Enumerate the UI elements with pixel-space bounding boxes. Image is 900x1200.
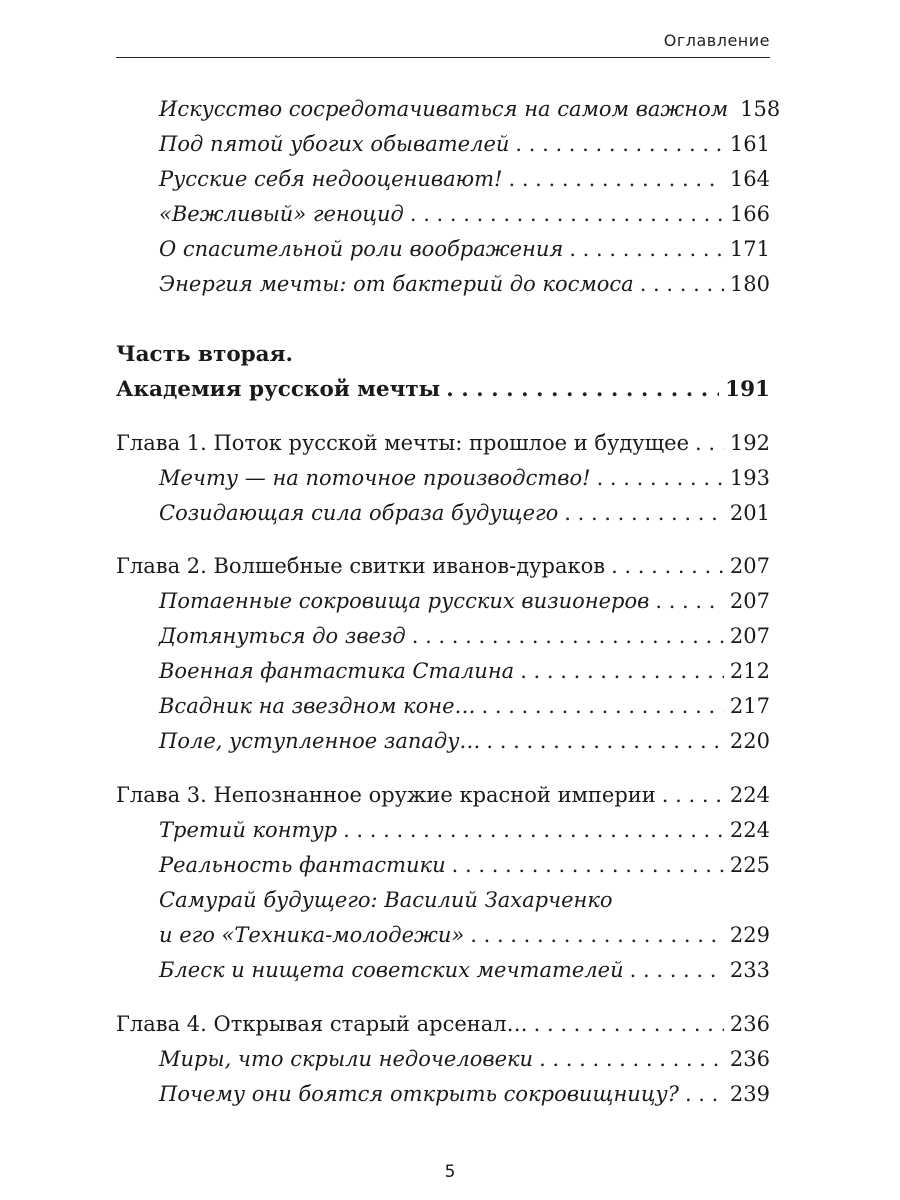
toc-entry-page: 224 bbox=[729, 818, 770, 842]
part-heading bbox=[116, 340, 770, 370]
dot-leader bbox=[564, 498, 724, 528]
toc-entry bbox=[159, 1044, 770, 1074]
dot-leader bbox=[685, 1079, 724, 1109]
toc-entry-page: 171 bbox=[729, 237, 770, 261]
toc-entry-page: 201 bbox=[729, 501, 770, 525]
dot-leader bbox=[611, 551, 724, 581]
table-of-contents bbox=[116, 0, 781, 1200]
toc-entry-title: Мечту — на поточное производство! bbox=[159, 466, 591, 490]
dot-leader bbox=[470, 920, 724, 950]
toc-entry bbox=[159, 164, 770, 194]
toc-entry bbox=[159, 498, 770, 528]
toc-entry-page: 220 bbox=[729, 729, 770, 753]
toc-entry-title: Блеск и нищета советских мечтателей bbox=[159, 958, 624, 982]
toc-entry bbox=[159, 726, 770, 756]
toc-entry-title: Третий контур bbox=[159, 818, 338, 842]
chapter-entry bbox=[116, 1009, 770, 1039]
chapter-title: Глава 4. Открывая старый арсенал… bbox=[116, 1012, 528, 1036]
toc-entry bbox=[159, 920, 770, 950]
toc-entry bbox=[159, 94, 781, 124]
chapter-entry bbox=[116, 428, 770, 458]
toc-entry-page: 236 bbox=[729, 1047, 770, 1071]
toc-entry-page: 207 bbox=[729, 624, 770, 648]
chapter-page: 192 bbox=[729, 431, 770, 455]
part-title-entry bbox=[116, 375, 770, 405]
toc-entry-page: 193 bbox=[729, 466, 770, 490]
toc-entry-title: Энергия мечты: от бактерий до космоса bbox=[159, 272, 634, 296]
toc-entry-page: 217 bbox=[729, 694, 770, 718]
toc-entry bbox=[159, 129, 770, 159]
toc-entry-page: 212 bbox=[729, 659, 770, 683]
toc-entry-page: 158 bbox=[740, 97, 781, 121]
dot-leader bbox=[482, 691, 724, 721]
dot-leader bbox=[508, 164, 723, 194]
dot-leader bbox=[662, 780, 724, 810]
toc-entry-page: 180 bbox=[729, 272, 770, 296]
toc-entry bbox=[159, 1079, 770, 1109]
dot-leader bbox=[515, 129, 724, 159]
toc-entry-title: Дотянуться до звезд bbox=[159, 624, 406, 648]
toc-entry-title: Потаенные сокровища русских визионеров bbox=[159, 589, 650, 613]
toc-entry bbox=[159, 656, 770, 686]
toc-entry bbox=[159, 463, 770, 493]
toc-entry-first-line bbox=[159, 885, 770, 915]
chapter-title: Глава 2. Волшебные свитки иванов-дураков bbox=[116, 554, 606, 578]
dot-leader bbox=[520, 656, 724, 686]
toc-entry bbox=[159, 199, 770, 229]
chapter-page: 207 bbox=[729, 554, 770, 578]
toc-entry-page: 161 bbox=[729, 132, 770, 156]
chapter-title: Глава 1. Поток русской мечты: прошлое и будущее bbox=[116, 431, 690, 455]
dot-leader bbox=[569, 234, 724, 264]
part-label: Часть вторая. bbox=[116, 342, 293, 367]
toc-entry-title: Реальность фантастики bbox=[159, 853, 446, 877]
toc-entry-page: 233 bbox=[729, 958, 770, 982]
toc-entry-title: Под пятой убогих обывателей bbox=[159, 132, 510, 156]
toc-entry-page: 207 bbox=[729, 589, 770, 613]
chapter-title: Глава 3. Непознанное оружие красной империи bbox=[116, 783, 656, 807]
dot-leader bbox=[695, 428, 724, 458]
page-number: 5 bbox=[444, 1162, 456, 1182]
toc-entry-title: и его «Техника-молодежи» bbox=[159, 923, 465, 947]
toc-entry-title: Искусство сосредотачиваться на самом важном bbox=[159, 97, 729, 121]
toc-entry-page: 229 bbox=[729, 923, 770, 947]
dot-leader bbox=[597, 463, 724, 493]
dot-leader bbox=[655, 586, 724, 616]
toc-entry-page: 239 bbox=[729, 1082, 770, 1106]
dot-leader bbox=[446, 375, 719, 405]
dot-leader bbox=[534, 1009, 724, 1039]
part-title: Академия русской мечты bbox=[116, 377, 441, 402]
dot-leader bbox=[410, 199, 724, 229]
dot-leader bbox=[630, 955, 724, 985]
toc-entry-title: Военная фантастика Сталина bbox=[159, 659, 515, 683]
toc-entry-title: Русские себя недооценивают! bbox=[159, 167, 503, 191]
chapter-entry bbox=[116, 551, 770, 581]
toc-entry-title: Почему они боятся открыть сокровищницу? bbox=[159, 1082, 679, 1106]
toc-entry bbox=[159, 621, 770, 651]
dot-leader bbox=[640, 269, 724, 299]
toc-entry bbox=[159, 815, 770, 845]
toc-entry-title: Самурай будущего: Василий Захарченко bbox=[159, 888, 613, 912]
toc-entry bbox=[159, 234, 770, 264]
toc-entry-title: «Вежливый» геноцид bbox=[159, 202, 404, 226]
toc-entry bbox=[159, 269, 770, 299]
chapter-page: 224 bbox=[729, 783, 770, 807]
toc-entry bbox=[159, 955, 770, 985]
toc-entry-title: Миры, что скрыли недочеловеки bbox=[159, 1047, 534, 1071]
toc-entry-page: 164 bbox=[729, 167, 770, 191]
toc-entry-page: 166 bbox=[729, 202, 770, 226]
toc-entry-title: О спасительной роли воображения bbox=[159, 237, 564, 261]
toc-entry-title: Поле, уступленное западу… bbox=[159, 729, 481, 753]
part-page: 191 bbox=[725, 377, 770, 402]
toc-entry bbox=[159, 691, 770, 721]
toc-entry-page: 225 bbox=[729, 853, 770, 877]
dot-leader bbox=[452, 850, 724, 880]
chapter-page: 236 bbox=[729, 1012, 770, 1036]
toc-entry bbox=[159, 586, 770, 616]
toc-entry-title: Созидающая сила образа будущего bbox=[159, 501, 559, 525]
toc-entry-title: Всадник на звездном коне… bbox=[159, 694, 476, 718]
dot-leader bbox=[412, 621, 724, 651]
running-title: Оглавление bbox=[663, 31, 770, 50]
chapter-entry bbox=[116, 780, 770, 810]
dot-leader bbox=[539, 1044, 724, 1074]
dot-leader bbox=[486, 726, 724, 756]
dot-leader bbox=[343, 815, 724, 845]
toc-entry bbox=[159, 850, 770, 880]
